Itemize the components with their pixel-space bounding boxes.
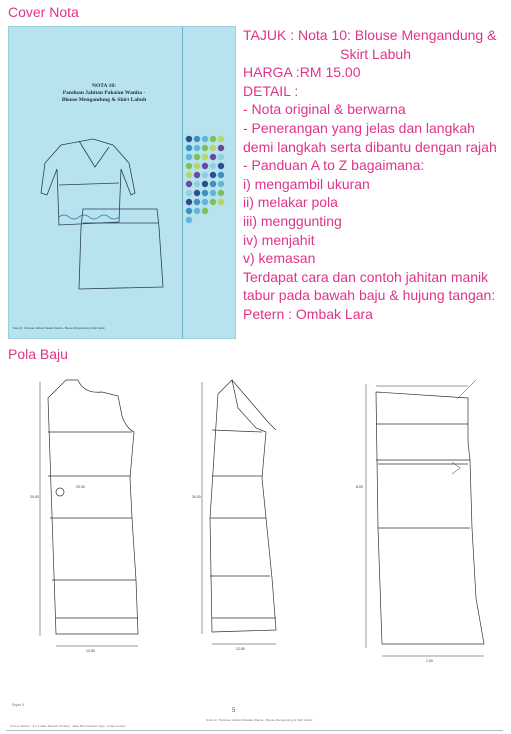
pattern-mid xyxy=(202,380,276,644)
label-right-side: 8.00 xyxy=(356,485,363,489)
cover-dot xyxy=(202,172,208,178)
label-left-side: 20.00 xyxy=(30,495,39,499)
detail-item: Terdapat cara dan contoh jahitan manik xyxy=(243,268,489,285)
cover-dot xyxy=(202,136,208,142)
detail-item: iii) menggunting xyxy=(243,212,342,229)
cover-dot xyxy=(186,145,192,151)
cover-title xyxy=(39,83,169,104)
detail-item: - Penerangan yang jelas dan langkah xyxy=(243,119,475,136)
cover-dot xyxy=(194,181,200,187)
cover-dot xyxy=(202,154,208,160)
product-detail xyxy=(243,26,511,324)
cover-dot xyxy=(186,208,192,214)
cover-dot xyxy=(218,199,224,205)
cover-dot xyxy=(202,208,208,214)
detail-item: - Panduan A to Z bagaimana: xyxy=(243,157,425,174)
cover-dot xyxy=(186,217,192,223)
cover-dot xyxy=(210,190,216,196)
cover-illustration xyxy=(9,27,235,327)
label-mid-side: 20.00 xyxy=(192,495,201,499)
cover-dot xyxy=(210,136,216,142)
cover-dot xyxy=(194,208,200,214)
cover-dot xyxy=(194,154,200,160)
detail-item: ii) melakar pola xyxy=(243,194,338,211)
cover-dot xyxy=(218,163,224,169)
cover-dot xyxy=(202,190,208,196)
cover-dot xyxy=(186,181,192,187)
cover-dot xyxy=(194,199,200,205)
harga: HARGA :RM 15.00 xyxy=(243,64,361,81)
cover-dot xyxy=(218,181,224,187)
pattern-left xyxy=(40,380,138,646)
cover-dot xyxy=(218,145,224,151)
tajuk-line2: Skirt Labuh xyxy=(340,45,411,62)
cover-title-line3: Blouse Mengandung & Skirt Labuh xyxy=(61,97,147,103)
label-mid-bottom: 12.50 xyxy=(236,647,245,651)
label-left-bottom: 12.50 xyxy=(86,649,95,653)
pattern-drawing xyxy=(6,368,503,730)
detail-item: demi langkah serta dibantu dengan rajah xyxy=(243,138,497,155)
cover-dot xyxy=(210,172,216,178)
cover-dot xyxy=(202,199,208,205)
tajuk-line1: TAJUK : Nota 10: Blouse Mengandung & xyxy=(243,27,497,43)
cover-image xyxy=(8,26,236,339)
cover-dot xyxy=(194,145,200,151)
pattern-right xyxy=(366,380,484,656)
cover-dot xyxy=(210,154,216,160)
cover-dot xyxy=(186,199,192,205)
cover-dot xyxy=(186,154,192,160)
detail-item: iv) menjahit xyxy=(243,231,315,248)
cover-dot xyxy=(186,172,192,178)
cover-dot xyxy=(194,172,200,178)
page-number: 5 xyxy=(232,708,236,714)
cover-dot xyxy=(202,145,208,151)
pattern-sheet xyxy=(6,368,503,731)
detail-label: DETAIL : xyxy=(243,82,299,99)
detail-item: v) kemasan xyxy=(243,250,316,267)
cover-dot xyxy=(218,154,224,160)
cover-dot xyxy=(210,145,216,151)
sheet-footer-address: Kursus Jahitan : 4.1.3 Jalan Mewah, Pandan ; Jalan Baru Pandan Jaya ; Kuala Lumpur xyxy=(10,724,126,728)
cover-dot xyxy=(186,163,192,169)
cover-dot xyxy=(218,136,224,142)
cover-dot xyxy=(210,163,216,169)
cover-footer: Nota 10 : Panduan Jahitan Pakaian Wanita - Blouse Mengandung & Skirt Labuh xyxy=(13,327,105,330)
cover-dot xyxy=(194,190,200,196)
label-right-bottom: 1.00 xyxy=(426,659,433,663)
cover-dot xyxy=(194,136,200,142)
cover-dot xyxy=(186,136,192,142)
detail-item: - Nota original & berwarna xyxy=(243,101,406,118)
cover-dot xyxy=(186,190,192,196)
skirt-sketch xyxy=(79,209,163,289)
cover-dots xyxy=(186,136,224,223)
pola-heading: Pola Baju xyxy=(8,346,68,362)
cover-title-line2: Panduan Jahitan Pakaian Wanita - xyxy=(62,90,146,96)
detail-item: tabur pada bawah baju & hujung tangan: xyxy=(243,287,496,304)
detail-item: i) mengambil ukuran xyxy=(243,175,370,192)
cover-dot xyxy=(210,181,216,187)
cover-divider xyxy=(182,27,183,338)
cover-dot xyxy=(202,163,208,169)
cover-title-line1: NOTA 10: xyxy=(92,83,116,89)
blouse-sketch xyxy=(41,139,135,225)
label-left-width: 20.00 xyxy=(76,485,85,489)
cover-dot xyxy=(218,190,224,196)
cover-dot xyxy=(202,181,208,187)
sheet-footer-title: Nota 10 : Panduan Jahitan Pakaian Wanita - Blouse Mengandung & Skirt Labuh xyxy=(206,718,313,722)
cover-dot xyxy=(210,199,216,205)
cover-dot xyxy=(194,163,200,169)
detail-item: Petern : Ombak Lara xyxy=(243,305,373,322)
cover-dot xyxy=(218,172,224,178)
cover-heading: Cover Nota xyxy=(8,4,79,20)
sheet-label: Rajah 5 xyxy=(12,703,25,707)
